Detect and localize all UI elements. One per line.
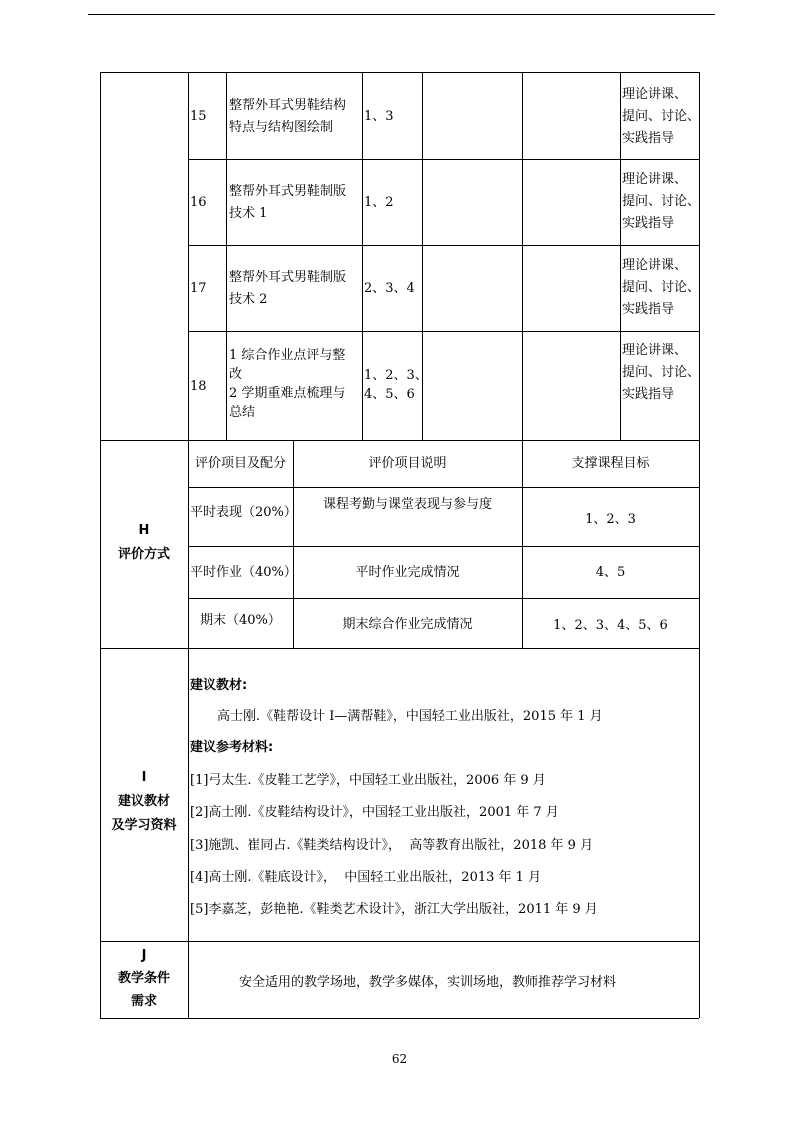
textbook-heading: 建议教材: <box>190 678 248 693</box>
week-number: 16 <box>190 195 207 210</box>
eval-desc: 平时作业完成情况 <box>355 565 460 580</box>
eval-item: 期末（40%） <box>200 613 281 628</box>
lesson-content: 整帮外耳式男鞋制版 技术 2 <box>229 270 347 307</box>
course-goals: 1、2 <box>364 195 394 210</box>
header-rule <box>88 14 715 15</box>
textbook-entry: 高士刚.《鞋帮设计 I—满帮鞋》，中国轻工业出版社，2015 年 1 月 <box>217 709 603 724</box>
week-number: 18 <box>190 379 207 394</box>
eval-header-desc: 评价项目说明 <box>368 456 447 471</box>
week-number: 15 <box>190 109 207 124</box>
reference-heading: 建议参考材料: <box>190 740 274 755</box>
eval-header-goals: 支撑课程目标 <box>571 456 650 471</box>
lesson-content: 整帮外耳式男鞋制版 技术 1 <box>229 184 347 221</box>
reference-item: [3]施凯、崔同占.《鞋类结构设计》， 高等教育出版社，2018 年 9 月 <box>190 838 594 853</box>
eval-goals: 1、2、3 <box>585 512 636 527</box>
teaching-method: 理论讲课、 提问、讨论、 实践指导 <box>622 172 701 231</box>
teaching-method: 理论讲课、 提问、讨论、 实践指导 <box>622 87 701 146</box>
reference-item: [1]弓太生.《皮鞋工艺学》，中国轻工业出版社，2006 年 9 月 <box>190 773 546 788</box>
lesson-content: 1 综合作业点评与整 改 2 学期重难点梳理与 总结 <box>229 348 346 420</box>
reference-item: [4]高士刚.《鞋底设计》， 中国轻工业出版社，2013 年 1 月 <box>190 870 542 885</box>
eval-goals: 4、5 <box>595 565 626 580</box>
eval-header-item: 评价项目及配分 <box>194 456 286 471</box>
section-j-label: J 教学条件 需求 <box>117 948 170 1009</box>
course-goals: 2、3、4 <box>364 281 415 296</box>
reference-item: [5]李嘉芝，彭艳艳.《鞋类艺术设计》，浙江大学出版社，2011 年 9 月 <box>190 902 598 917</box>
week-number: 17 <box>190 281 207 296</box>
course-goals: 1、3 <box>364 109 394 124</box>
lesson-content: 整帮外耳式男鞋结构 特点与结构图绘制 <box>229 98 347 135</box>
section-i-label: I 建议教材 及学习资料 <box>111 770 177 833</box>
eval-item: 平时作业（40%） <box>190 565 297 580</box>
course-goals: 1、2、3、 4、5、6 <box>364 368 428 402</box>
eval-item: 平时表现（20%） <box>190 505 297 520</box>
conditions-text: 安全适用的教学场地，教学多媒体，实训场地，教师推荐学习材料 <box>239 975 617 990</box>
reference-item: [2]高士刚.《皮鞋结构设计》，中国轻工业出版社，2001 年 7 月 <box>190 805 559 820</box>
section-h-label: H 评价方式 <box>117 523 170 562</box>
teaching-method: 理论讲课、 提问、讨论、 实践指导 <box>622 258 701 317</box>
eval-desc: 课程考勤与课堂表现与参与度 <box>322 497 492 512</box>
page-number: 62 <box>391 1052 408 1066</box>
teaching-method: 理论讲课、 提问、讨论、 实践指导 <box>622 343 701 402</box>
eval-goals: 1、2、3、4、5、6 <box>553 618 668 633</box>
eval-desc: 期末综合作业完成情况 <box>342 617 473 632</box>
